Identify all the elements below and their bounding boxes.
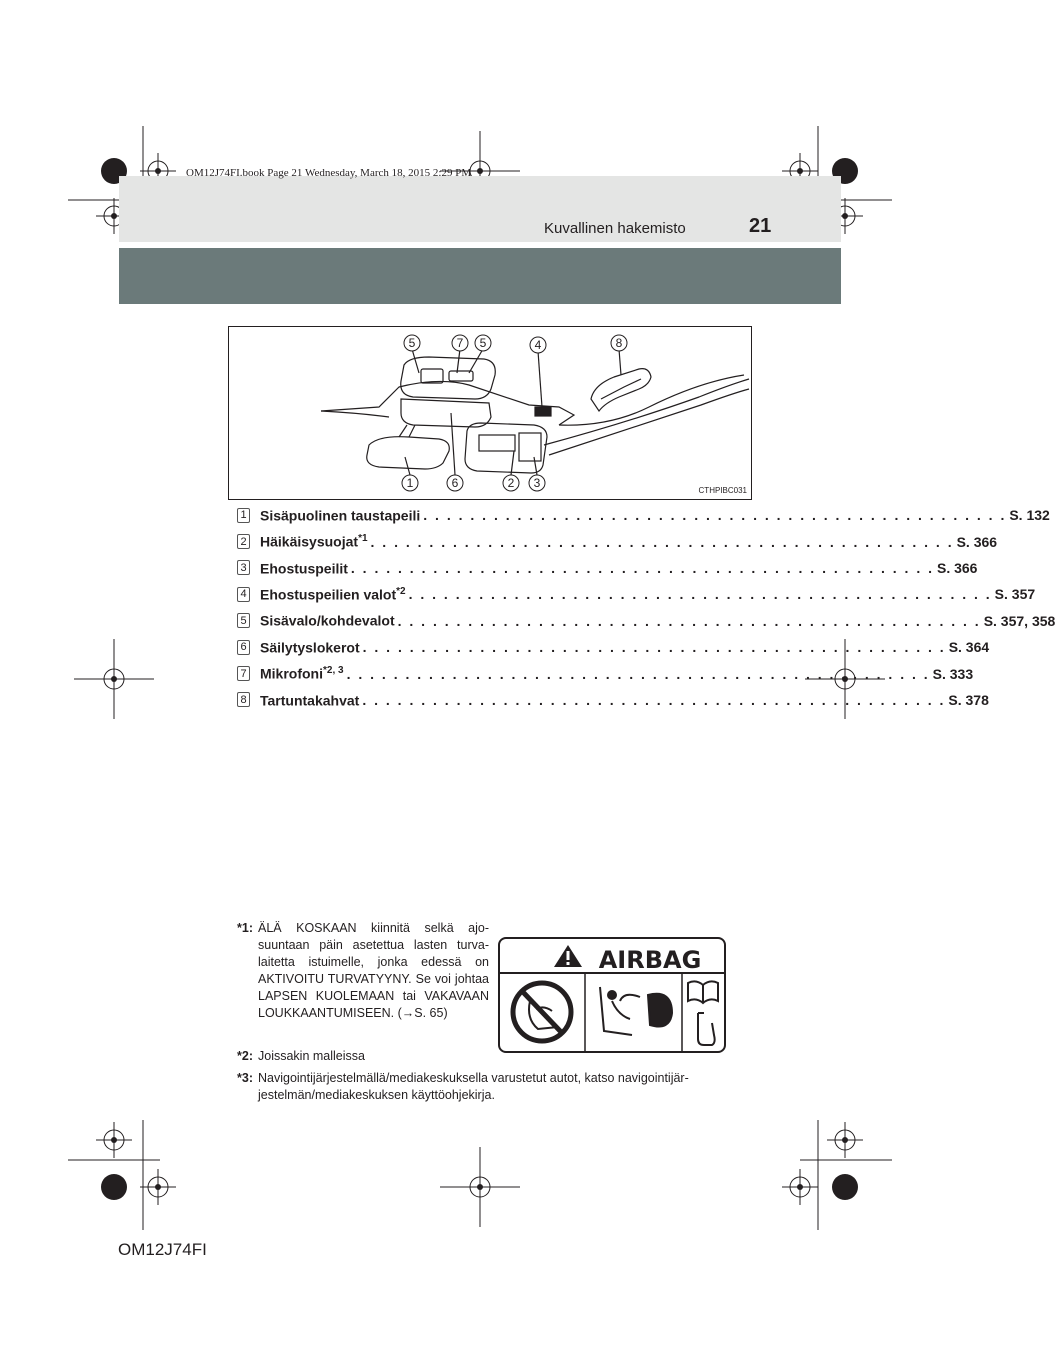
page-reference[interactable]: S. 378 — [948, 691, 989, 708]
figure-code: CTHPIBC031 — [698, 486, 747, 495]
item-label: Sisävalo/kohdevalot — [260, 613, 395, 630]
footnote-1-text: ÄLÄ KOSKAAN kiinnitä selkä ajosuuntaan päin asetettua lasten turvalaitetta istuimelle, jonka edessä on AKTIVOITU TURVATYYNY. Se voi johtaa LAPSEN KUOLEMAAN tai VAKAVAAN LOUKKAANTUMISEEN. (→S. 65) — [258, 921, 489, 1020]
legend-list — [237, 502, 1055, 713]
manual-book-icon — [688, 981, 718, 1045]
leader-dots: . . . . . . . . . . . . . . . . . . . . . . . . . . . . . . . . . . . . . . . . . . . . . . . . . . — [423, 507, 1007, 524]
list-item — [237, 634, 990, 660]
airbag-label-graphic — [500, 939, 724, 1051]
item-label: Ehostuspeilien valot$^{*2}$ — [260, 586, 406, 603]
list-item — [237, 687, 989, 713]
list-item — [237, 581, 1036, 607]
leader-dots: . . . . . . . . . . . . . . . . . . . . . . . . . . . . . . . . . . . . . . . . . . . . . . . . . . — [408, 586, 992, 603]
footnote-3-text: Navigointijärjestelmällä/mediakeskuksella varustetut autot, katso navigointijärjestelmän/mediakeskuksen käyttöohjekirja. — [258, 1071, 689, 1102]
item-label: Ehostuspeilit — [260, 560, 348, 577]
callout-5b: 5 — [479, 336, 487, 350]
airbag-warning-label — [498, 937, 726, 1053]
leader-dots: . . . . . . . . . . . . . . . . . . . . . . . . . . . . . . . . . . . . . . . . . . . . . . . . . . — [370, 533, 954, 550]
header-band-dark — [119, 248, 841, 304]
callout-4: 4 — [534, 338, 542, 352]
item-number: 8 — [237, 692, 250, 707]
page-reference[interactable]: S. 364 — [948, 639, 990, 656]
footnote-2-text: Joissakin malleissa — [258, 1049, 365, 1063]
item-label: Tartuntakahvat — [260, 692, 360, 709]
list-item — [237, 528, 998, 554]
page-reference[interactable]: S. 132 — [1009, 507, 1050, 524]
item-label: Mikrofoni$^{*2, 3}$ — [260, 665, 344, 682]
page-reference[interactable]: S. 333 — [932, 665, 974, 682]
no-rear-facing-seat-icon — [513, 983, 571, 1041]
footnote-2-marker: *2: — [237, 1049, 253, 1063]
list-item — [237, 660, 974, 686]
footnote-1-marker: *1: — [237, 921, 253, 935]
leader-dots: . . . . . . . . . . . . . . . . . . . . . . . . . . . . . . . . . . . . . . . . . . . . . . . . . . — [350, 559, 934, 576]
list-item — [237, 502, 1050, 528]
item-label: Sisäpuolinen taustapeili — [260, 507, 421, 524]
footer-code: OM12J74FI — [118, 1240, 207, 1259]
footnote-1 — [237, 920, 489, 1022]
item-number: 5 — [237, 613, 250, 628]
item-number: 4 — [237, 587, 250, 602]
item-label: Säilytyslokerot — [260, 639, 360, 656]
list-item — [237, 608, 1055, 634]
footnote-2 — [237, 1048, 537, 1065]
callout-8: 8 — [615, 336, 623, 350]
callout-7: 7 — [456, 336, 464, 350]
footnote-3-marker: *3: — [237, 1071, 253, 1085]
page-reference[interactable]: S. 366 — [956, 533, 998, 550]
leader-dots: . . . . . . . . . . . . . . . . . . . . . . . . . . . . . . . . . . . . . . . . . . . . . . . . . . — [362, 639, 946, 656]
page-reference[interactable]: S. 357 — [994, 586, 1036, 603]
item-number: 3 — [237, 560, 250, 575]
page-reference[interactable]: S. 366 — [936, 559, 978, 576]
page-number: 21 — [749, 215, 772, 237]
callout-1: 1 — [406, 476, 414, 490]
item-number: 7 — [237, 666, 250, 681]
footnote-3 — [237, 1070, 727, 1104]
item-number: 1 — [237, 508, 250, 523]
list-item — [237, 555, 978, 581]
callout-6: 6 — [451, 476, 459, 490]
callout-2: 2 — [507, 476, 515, 490]
leader-dots: . . . . . . . . . . . . . . . . . . . . . . . . . . . . . . . . . . . . . . . . . . . . . . . . . . — [362, 691, 946, 708]
airbag-title: AIRBAG — [598, 946, 702, 974]
interior-illustration — [228, 326, 752, 500]
item-number: 6 — [237, 640, 250, 655]
print-header-line: OM12J74FI.book Page 21 Wednesday, March 18, 2015 2:29 PM — [186, 167, 472, 179]
header-band-light — [119, 176, 841, 242]
section-title: Kuvallinen hakemisto — [544, 220, 686, 237]
callout-5a: 5 — [408, 336, 416, 350]
interior-drawing — [229, 327, 751, 499]
item-number: 2 — [237, 534, 250, 549]
seat-airbag-icon — [600, 987, 672, 1035]
leader-dots: . . . . . . . . . . . . . . . . . . . . . . . . . . . . . . . . . . . . . . . . . . . . . . . . . . — [397, 612, 981, 629]
item-label: Häikäisysuojat$^{*1}$ — [260, 533, 368, 550]
callout-3: 3 — [533, 476, 541, 490]
page-reference[interactable]: S. 357, 358 — [983, 612, 1055, 629]
leader-dots: . . . . . . . . . . . . . . . . . . . . . . . . . . . . . . . . . . . . . . . . . . . . . . . . . . — [346, 665, 930, 682]
